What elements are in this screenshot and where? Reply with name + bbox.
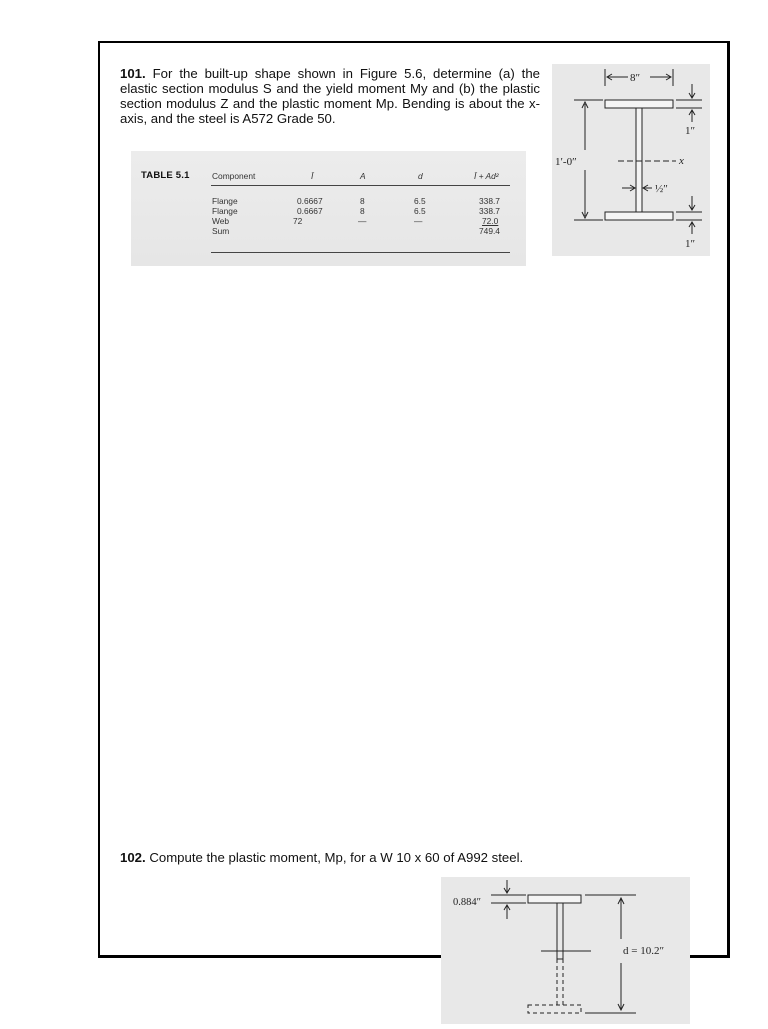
table-cell: 8 — [360, 196, 365, 206]
table-cell: — — [414, 216, 423, 226]
table-header-component: Component — [212, 171, 256, 181]
problem-101-text — [120, 66, 540, 126]
table-cell: — — [358, 216, 367, 226]
table-header-d: d — [418, 171, 423, 181]
dim-flange-thickness-bottom: 1″ — [685, 238, 696, 250]
axis-label-x: x — [679, 155, 684, 167]
problem-102-number: 102. — [120, 850, 146, 865]
figure-built-up-shape — [552, 64, 710, 256]
dim-depth-d: d = 10.2″ — [623, 945, 665, 957]
table-cell: 749.4 — [479, 226, 500, 236]
table-cell: Web — [212, 216, 230, 226]
table-header-i-plus-ad2: Ī + Ad² — [474, 171, 499, 181]
table-cell: 72 — [293, 216, 303, 226]
dim-flange-width: 8″ — [630, 72, 641, 84]
table-cell: 0.6667 — [297, 206, 323, 216]
dim-flange-thickness-top: 1″ — [685, 125, 696, 137]
table-5-1 — [131, 151, 526, 266]
problem-101-number: 101. — [120, 66, 146, 81]
table-cell: 338.7 — [479, 196, 500, 206]
problem-102-body: Compute the plastic moment, Mp, for a W 10 x 60 of A992 steel. — [149, 850, 524, 865]
dim-web-thickness: ½″ — [655, 183, 668, 195]
w-shape-drawing — [441, 877, 690, 1024]
dim-flange-thickness: 0.884″ — [453, 897, 481, 908]
table-bottom-rule — [211, 252, 510, 253]
problem-101-body: For the built-up shape shown in Figure 5.6, determine (a) the elastic section modulus S and the yield moment My and (b) the plastic section modulus Z and the plastic moment Mp. Bending is about the x-axis, and the steel is A572 Grade 50. — [120, 66, 540, 126]
dim-depth: 1′-0″ — [555, 156, 577, 168]
table-cell: Flange — [212, 206, 238, 216]
table-title: TABLE 5.1 — [141, 170, 190, 181]
table-cell: Flange — [212, 196, 238, 206]
figure-w-shape — [441, 877, 690, 1024]
table-cell: 72.0 — [482, 216, 499, 226]
table-cell: 0.6667 — [297, 196, 323, 206]
table-cell: 6.5 — [414, 206, 426, 216]
table-header-rule — [211, 185, 510, 186]
table-header-i: Ī — [311, 171, 314, 181]
table-cell: Sum — [212, 226, 230, 236]
table-header-a: A — [360, 171, 366, 181]
problem-102-text — [120, 850, 640, 865]
table-cell: 338.7 — [479, 206, 500, 216]
table-cell: 8 — [360, 206, 365, 216]
table-cell: 6.5 — [414, 196, 426, 206]
built-up-shape-drawing — [552, 64, 710, 256]
